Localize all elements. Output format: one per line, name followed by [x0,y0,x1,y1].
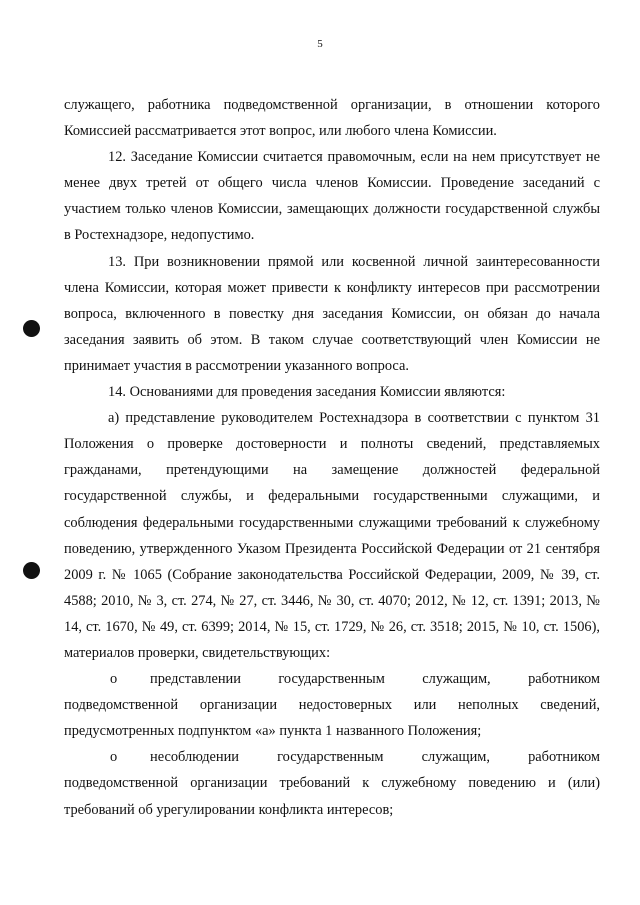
bullet-continuation: подведомственной организации недостоверных или неполных сведений, предусмотренных подпунктом «а» пункта 1 названного Положения; [64,697,600,740]
paragraph-13: 13. При возникновении прямой или косвенной личной заинтересованности члена Комиссии, которая может привести к конфликту интересов при рассмотрении вопроса, включенного в повестку дня заседания Комиссии, он обязан до начала заседания заявить об этом. В таком случае соответствующий член Комиссии не принимает участия в рассмотрении указанного вопроса. [64,253,600,374]
bullet-marker: о [110,671,118,688]
punch-hole-mark [23,320,40,337]
bullet-marker: о [110,749,118,766]
bullet-continuation: подведомственной организации требований к служебному поведению и (или) требований об урегулировании конфликта интересов; [64,775,600,818]
bullet-first-line: несоблюдении государственным служащим, работником [150,749,600,766]
paragraph-12: 12. Заседание Комиссии считается правомочным, если на нем присутствует не менее двух третей от общего числа членов Комиссии. Проведение заседаний с участием только членов Комиссии, замещающих должности государственной службы в Ростехнадзоре, недопустимо. [64,149,600,244]
bullet-first-line: представлении государственным служащим, работником [150,671,600,688]
list-item [64,744,600,822]
page-number: 5 [317,38,323,50]
paragraph-continuation: служащего, работника подведомственной организации, в отношении которого Комиссией рассматривается этот вопрос, или любого члена Комиссии. [64,97,600,140]
punch-hole-mark [23,562,40,579]
paragraph-14: 14. Основаниями для проведения заседания Комиссии являются: [108,384,506,401]
document-body [64,92,600,823]
paragraph-14a: а) представление руководителем Ростехнадзора в соответствии с пунктом 31 Положения о проверке достоверности и полноты сведений, представляемых гражданами, претендующими на замещение должностей федеральной государственной службы, и федеральными государственными служащими, и соблюдения федеральными государственными служащими требований к служебному поведению, утвержденного Указом Президента Российской Федерации от 21 сентября 2009 г. № 1065 (Собрание законодательства Российской Федерации, 2009, № 39, ст. 4588; 2010, № 3, ст. 274, № 27, ст. 3446, № 30, ст. 4070; 2012, № 12, ст. 1391; 2013, № 14, ст. 1670, № 49, ст. 6399; 2014, № 15, ст. 1729, № 26, ст. 3518; 2015, № 10, ст. 1506), материалов проверки, свидетельствующих: [64,410,600,661]
list-item [64,666,600,744]
